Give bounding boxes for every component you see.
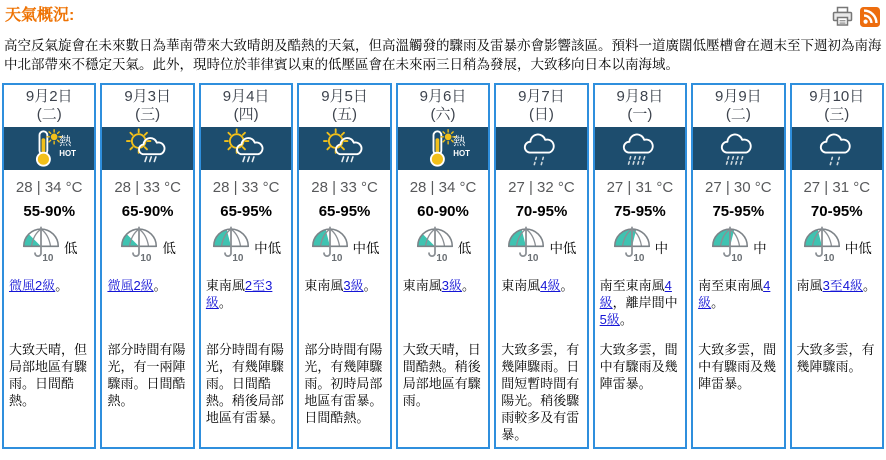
print-icon[interactable] (831, 6, 854, 27)
wind-speed-link[interactable]: 2至3級 (205, 278, 273, 310)
wind-speed-link[interactable]: 3至4級 (822, 278, 864, 293)
forecast-weekday: (日) (528, 106, 554, 123)
wind-text: 。 (153, 278, 167, 293)
wind-text: 東南風 (205, 278, 245, 293)
wind-text: 東南風 (402, 278, 442, 293)
hot-icon (398, 127, 488, 170)
temperature-range: 27 | 31 °C (606, 179, 674, 196)
psr-umbrella-icon (310, 226, 350, 268)
wind-text: 。 (560, 278, 574, 293)
section-header (0, 0, 886, 27)
weather-description: 大致天晴，日間酷熱。稍後局部地區有驟雨。 (402, 342, 481, 408)
svg-text:10: 10 (42, 252, 54, 263)
forecast-date: 9月10日 (809, 88, 865, 105)
humidity-range: 70-95% (515, 203, 568, 220)
forecast-weekday: (四) (233, 106, 259, 123)
svg-text:10: 10 (632, 252, 645, 263)
forecast-card (396, 83, 490, 449)
weather-description: 部分時間有陽光，有幾陣驟雨。日間酷熱。稍後局部地區有雷暴。 (205, 342, 284, 425)
wind-speed-link[interactable]: 3級 (343, 278, 364, 293)
rain-probability (595, 228, 685, 266)
temperature-range: 28 | 33 °C (212, 179, 280, 196)
wind-forecast (201, 266, 291, 332)
forecast-weekday: (三) (135, 106, 161, 123)
psr-label: 中低 (549, 241, 577, 256)
hot-icon (4, 127, 94, 170)
humidity-range: 55-90% (23, 203, 76, 220)
psr-umbrella-icon (415, 226, 455, 268)
sun-shower-icon (201, 127, 291, 170)
weather-summary: 高空反氣旋會在未來數日為華南帶來大致晴朗及酷熱的天氣，但高溫觸發的驟雨及雷暴亦會影響該區。預料一道廣闊低壓槽會在週末至下週初為南海中北部帶來不穩定天氣。此外，現時位於菲律賓以東的低壓區會在未來兩三日稍為發展，大致移向日本以南海域。 (4, 38, 882, 72)
weather-description: 部分時間有陽光，有一兩陣驟雨。日間酷熱。 (107, 342, 186, 408)
forecast-date-block (398, 85, 488, 127)
wind-forecast (299, 266, 389, 332)
rain-light-icon (496, 127, 586, 170)
wind-forecast (496, 266, 586, 332)
wind-forecast (102, 266, 192, 332)
wind-text: 南風 (796, 278, 823, 293)
forecast-date-block (102, 85, 192, 127)
svg-text:10: 10 (436, 252, 448, 263)
wind-text: 南至東南風 (698, 278, 764, 293)
temperature-range: 28 | 33 °C (114, 179, 181, 196)
temperature-range: 28 | 33 °C (311, 179, 378, 196)
svg-text:10: 10 (140, 252, 152, 263)
weather-description: 部分時間有陽光，有幾陣驟雨。初時局部地區有雷暴。日間酷熱。 (304, 342, 383, 425)
forecast-card (494, 83, 588, 449)
forecast-date: 9月5日 (321, 88, 368, 105)
wind-forecast (792, 266, 882, 332)
rain-probability (693, 228, 783, 266)
humidity-range: 65-95% (318, 203, 371, 220)
weather-description: 大致多雲，間中有驟雨及幾陣雷暴。 (599, 342, 678, 391)
forecast-date-block (496, 85, 586, 127)
sun-shower-icon (102, 127, 192, 170)
humidity-range: 65-90% (121, 203, 174, 220)
wind-text: 南至東南風 (599, 278, 665, 293)
psr-label: 低 (63, 241, 78, 256)
psr-label: 中 (753, 241, 767, 256)
weather-description: 大致天晴，但局部地區有驟雨。日間酷熱。 (9, 342, 88, 408)
svg-text:HOT: HOT (59, 148, 77, 158)
forecast-card (790, 83, 884, 449)
svg-text:10: 10 (731, 252, 743, 263)
forecast-date: 9月9日 (714, 88, 762, 105)
svg-text:10: 10 (232, 252, 244, 263)
forecast-weekday: (五) (332, 106, 358, 123)
svg-text:10: 10 (823, 252, 835, 263)
psr-umbrella-icon (211, 226, 251, 268)
humidity-range: 65-95% (220, 203, 272, 220)
rain-heavy-icon (693, 127, 783, 170)
sun-shower-icon (299, 127, 389, 170)
rain-probability (4, 228, 94, 266)
humidity-range: 75-95% (614, 203, 666, 220)
forecast-date: 9月4日 (222, 88, 270, 105)
forecast-date-block (693, 85, 783, 127)
wind-speed-link[interactable]: 5級 (599, 312, 620, 327)
wind-forecast (4, 266, 94, 332)
forecast-date-block (299, 85, 389, 127)
humidity-range: 70-95% (810, 203, 863, 220)
psr-umbrella-icon (802, 226, 842, 268)
wind-text: 。 (863, 278, 877, 293)
rain-probability (102, 228, 192, 266)
rss-icon[interactable] (860, 7, 880, 27)
rain-probability (792, 228, 882, 266)
wind-forecast (595, 266, 685, 332)
wind-text: 。 (363, 278, 377, 293)
forecast-weekday: (三) (824, 106, 850, 123)
psr-umbrella-icon (21, 226, 61, 268)
wind-speed-link[interactable]: 微風2級 (9, 278, 56, 293)
temperature-range: 28 | 34 °C (15, 179, 83, 196)
wind-text: ，離岸間中 (612, 295, 678, 310)
rain-probability (299, 228, 389, 266)
svg-text:10: 10 (330, 252, 343, 263)
psr-label: 中低 (254, 241, 282, 256)
forecast-date: 9月3日 (124, 88, 171, 105)
wind-speed-link[interactable]: 3級 (441, 278, 463, 293)
wind-text: 。 (619, 312, 633, 327)
psr-label: 中低 (352, 241, 380, 256)
wind-forecast (398, 266, 488, 332)
rain-probability (398, 228, 488, 266)
forecast-date: 9月7日 (518, 88, 565, 105)
weather-description: 大致多雲，間中有驟雨及幾陣雷暴。 (698, 342, 777, 391)
forecast-weekday: (二) (36, 106, 62, 123)
forecast-date-block (4, 85, 94, 127)
forecast-date-block (595, 85, 685, 127)
rain-probability (496, 228, 586, 266)
psr-umbrella-icon (612, 226, 652, 268)
forecast-weekday: (六) (430, 106, 456, 123)
forecast-weekday: (一) (627, 106, 653, 123)
forecast-card (100, 83, 194, 449)
temperature-range: 27 | 30 °C (705, 179, 772, 196)
psr-label: 中低 (844, 241, 872, 256)
svg-text:熱: 熱 (453, 134, 466, 149)
wind-text: 。 (711, 295, 725, 310)
wind-forecast (693, 266, 783, 332)
wind-text: 。 (55, 278, 69, 293)
weather-description: 大致多雲，有幾陣驟雨。日間短暫時間有陽光。稍後驟雨較多及有雷暴。 (501, 342, 580, 442)
page-title: 天氣概況: (5, 7, 75, 24)
svg-text:10: 10 (527, 252, 539, 263)
psr-umbrella-icon (506, 226, 546, 268)
psr-umbrella-icon (119, 226, 159, 268)
humidity-range: 75-95% (712, 203, 765, 220)
forecast-date: 9月8日 (616, 88, 664, 105)
forecast-card (691, 83, 785, 449)
wind-text: 。 (462, 278, 476, 293)
wind-speed-link[interactable]: 4級 (540, 278, 561, 293)
rain-light-icon (792, 127, 882, 170)
forecast-card (297, 83, 391, 449)
forecast-card (199, 83, 293, 449)
svg-text:熱: 熱 (59, 134, 72, 149)
temperature-range: 27 | 31 °C (803, 179, 871, 196)
psr-label: 低 (162, 241, 176, 256)
forecast-card (2, 83, 96, 449)
header-icons (831, 6, 880, 27)
forecast-weekday: (二) (725, 106, 751, 123)
psr-label: 低 (457, 241, 472, 256)
forecast-date: 9月6日 (419, 88, 467, 105)
temperature-range: 28 | 34 °C (409, 179, 477, 196)
psr-label: 中 (654, 241, 669, 256)
svg-text:HOT: HOT (453, 148, 470, 158)
wind-speed-link[interactable]: 4級 (698, 278, 771, 310)
rain-heavy-icon (595, 127, 685, 170)
forecast-date-block (792, 85, 882, 127)
wind-speed-link[interactable]: 微風2級 (107, 278, 154, 293)
weather-description: 大致多雲，有幾陣驟雨。 (796, 342, 875, 374)
rain-probability (201, 228, 291, 266)
wind-text: 。 (218, 295, 232, 310)
wind-text: 東南風 (304, 278, 344, 293)
psr-umbrella-icon (710, 226, 750, 268)
wind-speed-link[interactable]: 4級 (599, 278, 672, 310)
forecast-date: 9月2日 (25, 88, 73, 105)
temperature-range: 27 | 32 °C (508, 179, 575, 196)
wind-text: 東南風 (501, 278, 541, 293)
humidity-range: 60-90% (417, 203, 469, 220)
forecast-cards (0, 83, 886, 449)
forecast-card (593, 83, 687, 449)
forecast-date-block (201, 85, 291, 127)
